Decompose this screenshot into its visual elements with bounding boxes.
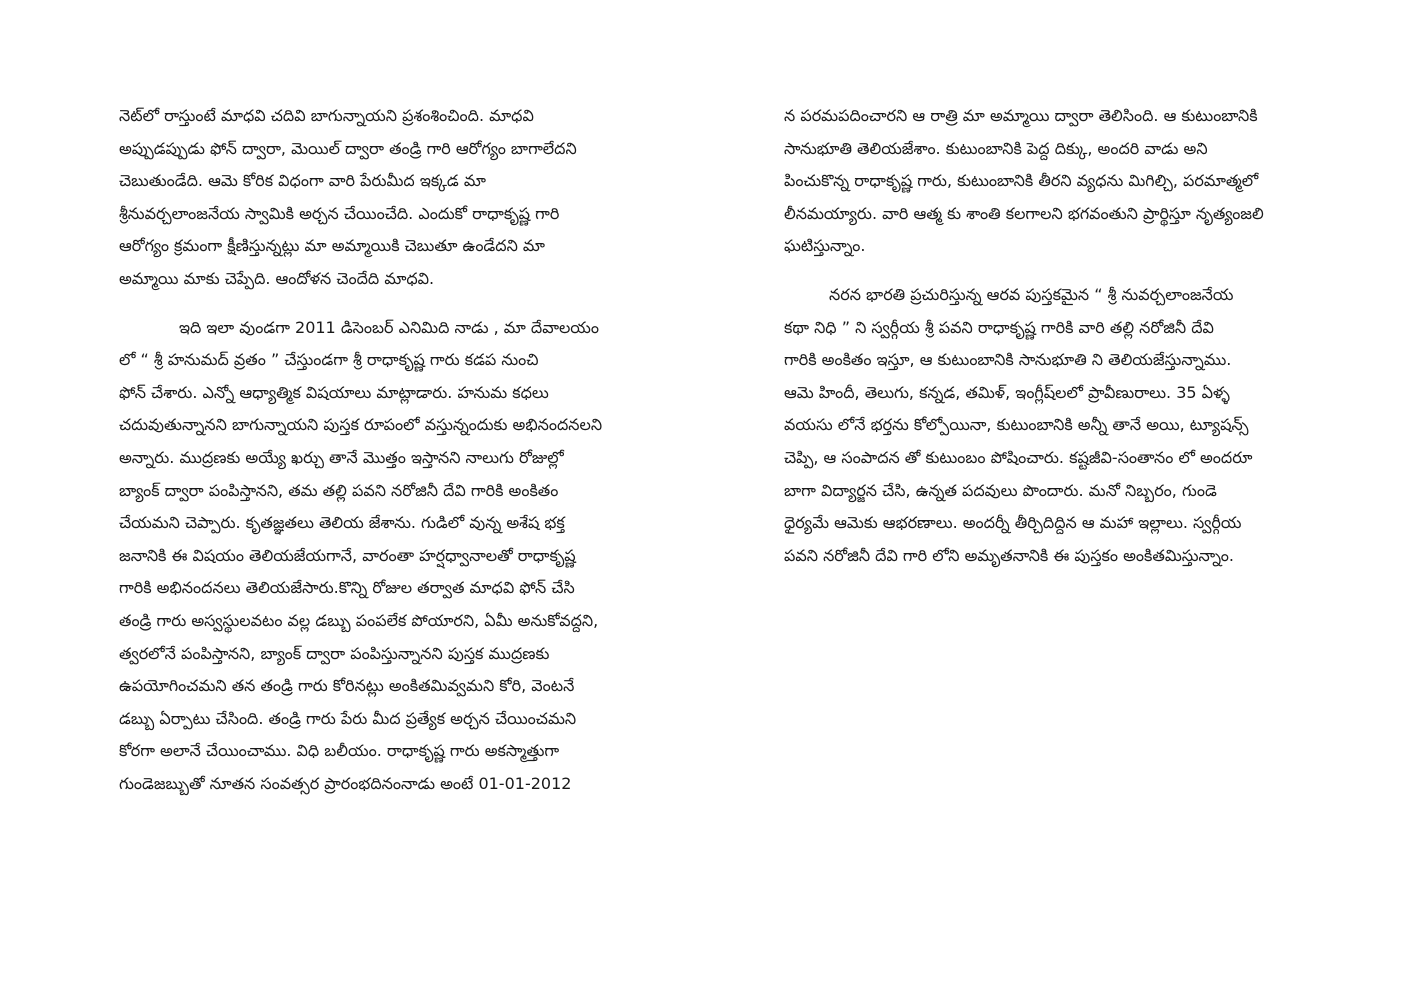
text-line: సానుభూతి తెలియజేశాం. కుటుంబానికి పెద్ద దిక్కు, అందరి వాడు అని bbox=[784, 138, 1208, 158]
text-line: చదువుతున్నానని బాగున్నాయని పుస్తక రూపంలో వస్తున్నందుకు అభినందనలని bbox=[119, 415, 603, 435]
text-line: బ్యాంక్ ద్వారా పంపిస్తానని, తమ తల్లి పవని నరోజినీ దేవి గారికి అంకితం bbox=[119, 480, 559, 500]
text-line: గారికి అభినందనలు తెలియజేసారు.కొన్ని రోజుల తర్వాత మాధవి ఫోన్ చేసి bbox=[119, 578, 575, 598]
text-line: జనానికి ఈ విషయం తెలియజేయగానే, వారంతా హర్షధ్వానాలతో రాధాకృష్ణ bbox=[119, 545, 576, 565]
text-line: నెట్‌లో రాస్తుంటే మాధవి చదివి బాగున్నాయని ప్రశంశించింది. మాధవి bbox=[119, 106, 534, 125]
text-line: ఉపయోగించమని తన తండ్రి గారు కోరినట్లు అంకితమివ్వమని కోరి, వెంటనే bbox=[119, 676, 575, 696]
text-line: ఆరోగ్యం క్రమంగా క్షీణిస్తున్నట్లు మా అమ్మాయికి చెబుతూ ఉండేదని మా bbox=[119, 236, 545, 256]
text-line: లో “ శ్రీ హనుమద్ వ్రతం ” చేస్తుండగా శ్రీ రాధాకృష్ణ గారు కడప నుంచి bbox=[119, 350, 539, 370]
paragraph-gap bbox=[119, 296, 618, 312]
text-line: చెబుతుండేది. ఆమె కోరిక విధంగా వారి పేరుమీద ఇక్కడ మా bbox=[119, 171, 486, 191]
text-line: లీనమయ్యారు. వారి ఆత్మ కు శాంతి కలగాలని భగవంతుని ప్రార్థిస్తూ నృత్యంజలి bbox=[784, 203, 1264, 223]
text-line: న పరమపదించారని ఆ రాత్రి మా అమ్మాయి ద్వారా తెలిసింది. ఆ కుటుంబానికి bbox=[784, 106, 1258, 125]
right-paragraph-2 bbox=[784, 279, 1279, 572]
text-line: అప్పుడప్పుడు ఫోన్ ద్వారా, మెయిల్ ద్వారా తండ్రి గారి ఆరోగ్యం బాగాలేదని bbox=[119, 138, 577, 158]
text-line: తండ్రి గారు అస్వస్థులవటం వల్ల డబ్బు పంపలేక పోయారని, ఏమీ అనుకోవద్దని, bbox=[119, 610, 599, 630]
paragraph-gap bbox=[784, 263, 1279, 279]
text-line: కోరగా అలానే చేయించాము. విధి బలీయం. రాధాకృష్ణ గారు అకస్మాత్తుగా bbox=[119, 741, 560, 761]
text-line: శ్రీనువర్చలాంజనేయ స్వామికి అర్చన చేయించేది. ఎందుకో రాధాకృష్ణ గారి bbox=[119, 203, 560, 223]
text-line: చేయమని చెప్పారు. కృతజ్ఞతలు తెలియ జేశాను. గుడిలో వున్న అశేష భక్త bbox=[119, 513, 565, 533]
left-text-column bbox=[119, 100, 618, 800]
text-line: పించుకొన్న రాధాకృష్ణ గారు, కుటుంబానికి తీరని వ్యధను మిగిల్చి, పరమాత్మలో bbox=[784, 171, 1259, 191]
text-line: ఫోన్ చేశారు. ఎన్నో ఆధ్యాత్మిక విషయాలు మాట్లాడారు. హనుమ కధలు bbox=[119, 382, 549, 402]
text-line: డబ్బు ఏర్పాటు చేసింది. తండ్రి గారు పేరు మీద ప్రత్యేక అర్చన చేయించమని bbox=[119, 708, 577, 728]
text-line: అన్నారు. ముద్రణకు అయ్యే ఖర్చు తానే మొత్తం ఇస్తానని నాలుగు రోజుల్లో bbox=[119, 447, 564, 467]
text-line: కథా నిధి ” ని స్వర్గీయ శ్రీ పవని రాధాకృష్ణ గారికి వారి తల్లి నరోజినీ దేవి bbox=[784, 317, 1214, 337]
text-line: పవని నరోజినీ దేవి గారి లోని అమృతనానికి ఈ పుస్తకం అంకితమిస్తున్నాం. bbox=[784, 545, 1234, 565]
text-line: బాగా విద్యార్జన చేసి, ఉన్నత పదవులు పొందారు. మనో నిబ్బరం, గుండె bbox=[784, 480, 1217, 500]
left-paragraph-1 bbox=[119, 100, 618, 296]
text-line: ఘటిస్తున్నాం. bbox=[784, 236, 866, 256]
text-line: చెప్పి, ఆ సంపాదన తో కుటుంబం పోషించారు. కష్టజీవి-సంతానం లో అందరూ bbox=[784, 447, 1253, 467]
text-line: త్వరలోనే పంపిస్తానని, బ్యాంక్ ద్వారా పంపిస్తున్నానని పుస్తక ముద్రణకు bbox=[119, 643, 550, 663]
text-line: నరన భారతి ప్రచురిస్తున్న ఆరవ పుస్తకమైన “ శ్రీ నువర్చలాంజనేయ bbox=[829, 284, 1234, 304]
right-paragraph-1 bbox=[784, 100, 1279, 263]
text-line: వయసు లోనే భర్తను కోల్పోయినా, కుటుంబానికి అన్నీ తానే అయి, ట్యూషన్స్ bbox=[784, 415, 1249, 435]
text-line: గుండెజబ్బుతో నూతన సంవత్సర ప్రారంభదినంనాడు అంటే 01-01-2012 bbox=[119, 773, 572, 793]
left-paragraph-2 bbox=[119, 312, 618, 801]
text-line: ధైర్యమే ఆమెకు ఆభరణాలు. అందర్నీ తీర్చిదిద్దిన ఆ మహా ఇల్లాలు. స్వర్గీయ bbox=[784, 513, 1242, 533]
text-line: ఇది ఇలా వుండగా 2011 డిసెంబర్ ఎనిమిది నాడు , మా దేవాలయం bbox=[179, 317, 599, 337]
right-text-column bbox=[784, 100, 1279, 572]
text-line: గారికి అంకితం ఇస్తూ, ఆ కుటుంబానికి సానుభూతి ని తెలియజేస్తున్నాము. bbox=[784, 350, 1232, 370]
text-line: అమ్మాయి మాకు చెప్పేది. ఆందోళన చెందేది మాధవి. bbox=[119, 268, 435, 288]
text-line: ఆమె హిందీ, తెలుగు, కన్నడ, తమిళ్, ఇంగ్లీష్‌లలో ప్రావీణురాలు. 35 ఏళ్ళ bbox=[784, 382, 1230, 402]
